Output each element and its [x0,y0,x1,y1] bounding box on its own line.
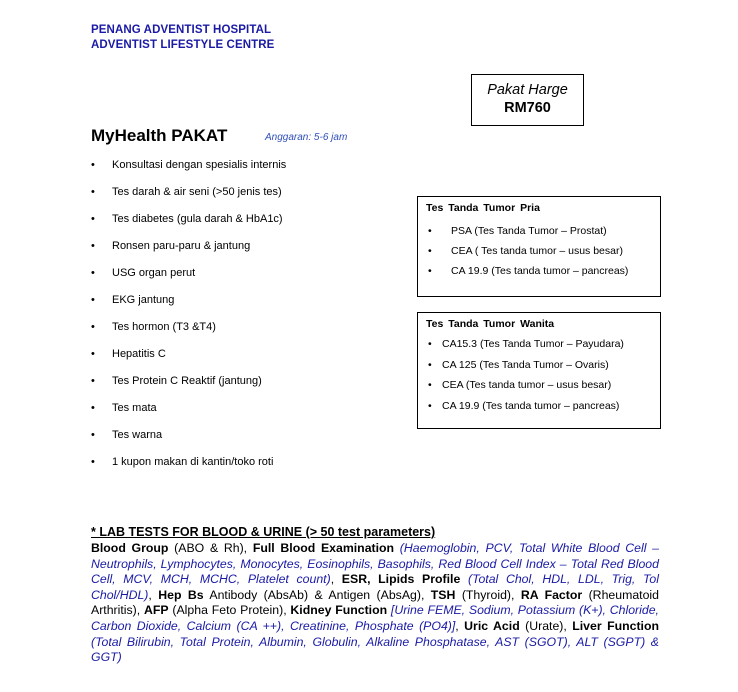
list-item: • CA 19.9 (Tes tanda tumor – pancreas) [426,400,652,421]
hepbs-detail: Antibody (AbsAb) & Antigen (AbsAg), [203,587,431,602]
kidney-function-detail: [Urine FEME, Sodium, Potassium (K+), Chloride, Carbon Dioxide, Calcium (CA ++), Creatinine, Phosphate (PO4)] [91,603,659,633]
fbe-label: Full Blood Examination [252,541,395,555]
uric-acid-detail: (Urate), [519,618,573,633]
male-tumor-marker-box [417,196,661,297]
list-item: • USG organ perut [91,266,286,293]
lab-tests-paragraph [91,541,659,666]
separator: , [330,572,342,587]
package-items-list [91,158,286,482]
list-item: • Tes warna [91,428,286,455]
male-tumor-title: Tes Tanda Tumor Pria [426,202,540,214]
afp-detail: (Alpha Feto Protein), [168,603,291,618]
list-item: • CA15.3 (Tes Tanda Tumor – Payudara) [426,338,652,359]
uric-acid-label: Uric Acid [464,618,520,633]
kidney-function-label: Kidney Function [290,603,388,618]
list-item: • Tes diabetes (gula darah & HbA1c) [91,212,286,239]
list-item: • Tes hormon (T3 &T4) [91,320,286,347]
list-item: • CEA ( Tes tanda tumor – usus besar) [426,245,652,265]
esr-lipids-label: ESR, Lipids Profile [341,572,461,587]
list-item: • PSA (Tes Tanda Tumor – Prostat) [426,225,652,245]
list-item: • Tes Protein C Reaktif (jantung) [91,374,286,401]
separator: , [148,587,159,602]
blood-group-detail: (ABO & Rh), [168,541,253,555]
price-title: Pakat Harge [487,82,568,98]
list-item: • 1 kupon makan di kantin/toko roti [91,455,286,482]
liver-function-detail: (Total Bilirubin, Total Protein, Albumin, Globulin, Alkaline Phosphatase, AST (SGOT), ALT (SGPT) & GGT) [91,634,659,665]
ra-factor-label: RA Factor [520,587,583,602]
blood-group-label: Blood Group [91,541,169,555]
list-item: • CA 125 (Tes Tanda Tumor – Ovaris) [426,359,652,380]
list-item: • Tes mata [91,401,286,428]
centre-name: ADVENTIST LIFESTYLE CENTRE [91,39,275,51]
list-item: • EKG jantung [91,293,286,320]
liver-function-label: Liver Function [572,618,659,633]
package-estimate: Anggaran: 5-6 jam [265,132,348,143]
lab-tests-heading: * LAB TESTS FOR BLOOD & URINE (> 50 test parameters) [91,525,436,539]
list-item: • CEA (Tes tanda tumor – usus besar) [426,379,652,400]
female-tumor-marker-box [417,312,661,429]
tsh-detail: (Thyroid), [455,587,521,602]
list-item: • Tes darah & air seni (>50 jenis tes) [91,185,286,212]
female-tumor-list [426,338,652,420]
package-title: MyHealth PAKAT [91,126,228,145]
list-item: • CA 19.9 (Tes tanda tumor – pancreas) [426,265,652,285]
afp-label: AFP [143,603,169,618]
lipids-detail: (Total Chol, HDL, LDL, Trig, Tol Chol/HDL) [91,572,659,602]
separator: , [455,618,465,633]
list-item: • Konsultasi dengan spesialis internis [91,158,286,185]
male-tumor-list [426,225,652,285]
list-item: • Hepatitis C [91,347,286,374]
price-box [471,74,584,126]
ra-factor-detail: (Rheumatoid Arthritis), [91,587,659,618]
fbe-detail: (Haemoglobin, PCV, Total White Blood Cell – Neutrophils, Lymphocytes, Monocytes, Eosinophils, Basophils, Red Blood Cell Index – Total Red Blood Cell, MCV, MCH, MCHC, Platelet count) [91,541,659,587]
list-item: • Ronsen paru-paru & jantung [91,239,286,266]
tsh-label: TSH [430,587,456,602]
price-value: RM760 [504,100,551,116]
hospital-name: PENANG ADVENTIST HOSPITAL [91,24,272,36]
hepbs-label: Hep Bs [158,587,204,602]
female-tumor-title: Tes Tanda Tumor Wanita [426,318,555,330]
